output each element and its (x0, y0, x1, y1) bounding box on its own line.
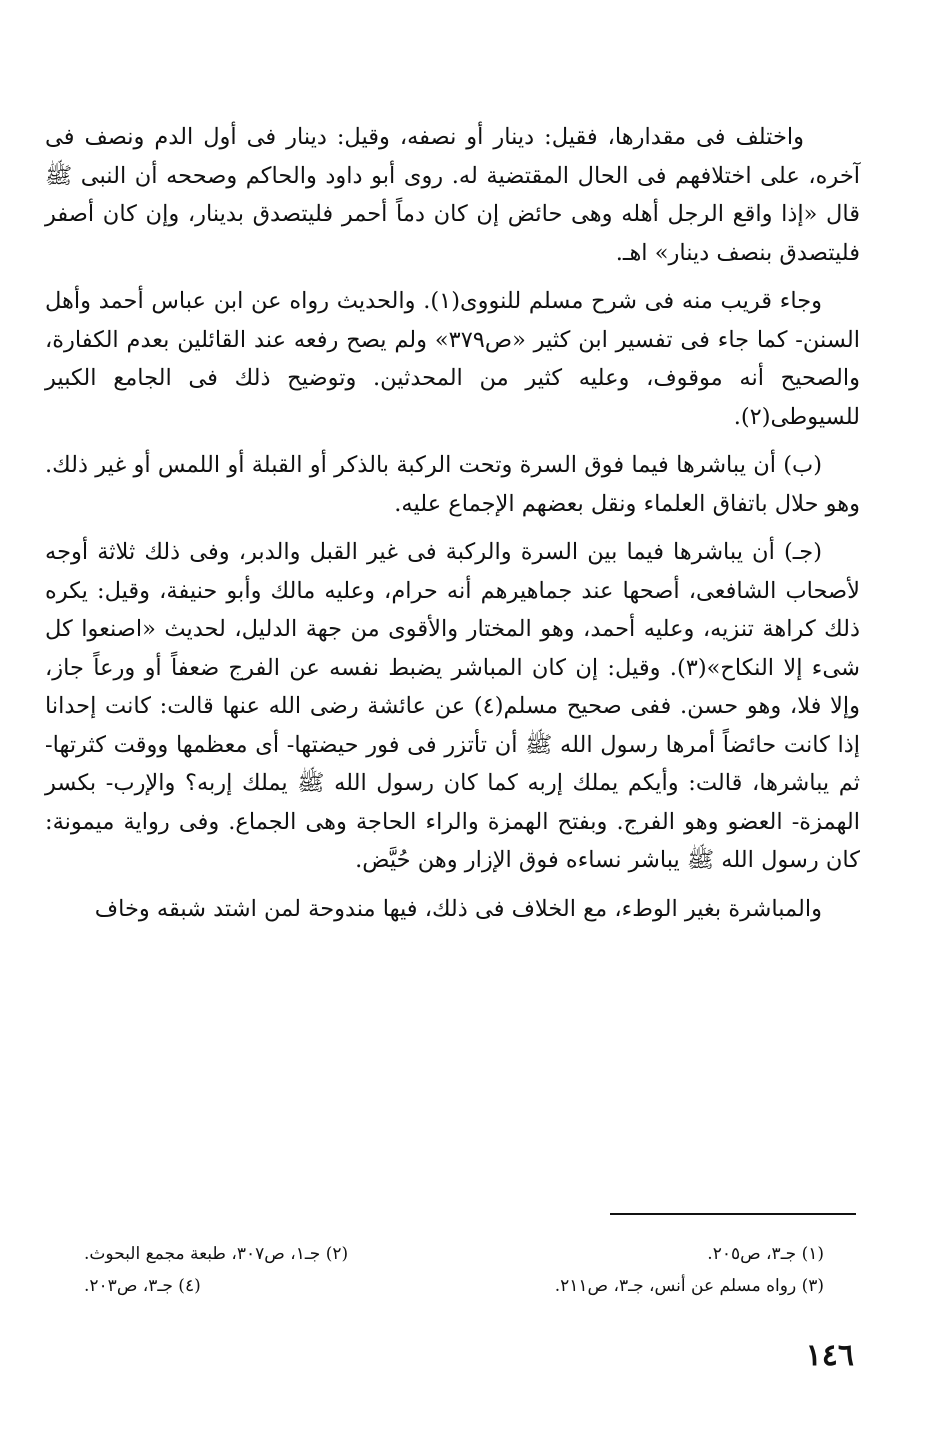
footnotes (84, 1238, 824, 1302)
footnote-2: (٢) جـ١، ص٣٠٧، طبعة مجمع البحوث. (84, 1244, 349, 1264)
paragraph-closing: والمباشرة بغير الوطء، مع الخلاف فى ذلك، فيها مندوحة لمن اشتد شبقه وخاف (94, 895, 822, 922)
paragraph-nawawi-reference: وجاء قريب منه فى شرح مسلم للنووى(١). والحديث رواه عن ابن عباس أحمد وأهل السنن- كما جاء فى تفسير ابن كثير «ص٣٧٩» ولم يصح رفعه عند القائلين بعدم الكفارة، والصحيح أنه موقوف، وعليه كثير من المحدثين. وتوضيح ذلك فى الجامع الكبير للسيوطى(٢). (45, 288, 860, 430)
footnote-row (84, 1238, 824, 1270)
footnote-4: (٤) جـ٣، ص٢٠٣. (84, 1276, 201, 1296)
paragraph-case-c: (جـ) أن يباشرها فيما بين السرة والركبة فى غير القبل والدبر، وفى ذلك ثلاثة أوجه لأصحاب الشافعى، أصحها عند جماهيرهم أنه حرام، وعليه مالك وأبو حنيفة، وقيل: يكره ذلك كراهة تنزيه، وعليه أحمد، وهو المختار والأقوى من جهة الدليل، لحديث «اصنعوا كل شىء إلا النكاح»(٣). وقيل: إن كان المباشر يضبط نفسه عن الفرج ضعفاً أو ورعاً جاز، وإلا فلا، وهو حسن. ففى صحيح مسلم(٤) عن عائشة رضى الله عنها قالت: كانت إحدانا إذا كانت حائضاً أمرها رسول الله ﷺ أن تأتزر فى فور حيضتها- أى معظمها ووقت كثرتها- ثم يباشرها، قالت: وأيكم يملك إربه كما كان رسول الله ﷺ يملك إربه؟ والإرب- بكسر الهمزة- العضو وهو الفرج. وبفتح الهمزة والراء الحاجة وهى الجماع. وفى رواية ميمونة: كان رسول الله ﷺ يباشر نساءه فوق الإزار وهن حُيَّض. (45, 539, 861, 873)
page-number: ١٤٦ (805, 1338, 854, 1373)
paragraph-case-b: (ب) أن يباشرها فيما فوق السرة وتحت الركبة بالذكر أو القبلة أو اللمس أو غير ذلك. وهو حلال باتفاق العلماء ونقل بعضهم الإجماع عليه. (45, 452, 860, 517)
footnote-divider (610, 1213, 856, 1215)
body-text (45, 118, 860, 938)
paragraph-expiation-amount: واختلف فى مقدارها، فقيل: دينار أو نصفه، وقيل: دينار فى أول الدم ونصف فى آخره، على اختلافهم فى الحال المقتضية له. روى أبو داود والحاكم وصححه أن النبى ﷺ قال «إذا واقع الرجل أهله وهى حائض إن كان دماً أحمر فليتصدق بدينار، وإن كان أصفر فليتصدق بنصف دينار» اهـ. (45, 124, 860, 266)
footnote-1: (١) جـ٣، ص٢٠٥. (707, 1244, 824, 1264)
footnote-3: (٣) رواه مسلم عن أنس، جـ٣، ص٢١١. (554, 1276, 824, 1296)
footnote-row (84, 1270, 824, 1302)
